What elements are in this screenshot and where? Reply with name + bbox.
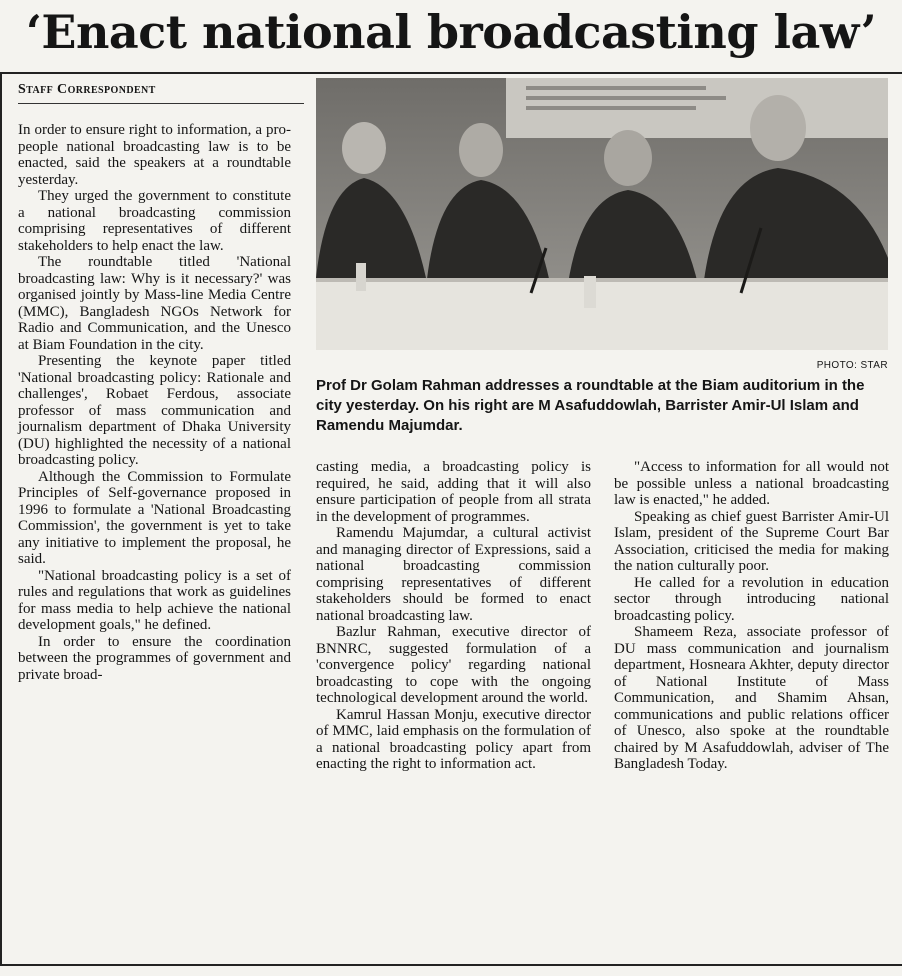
byline: Staff Correspondent xyxy=(18,82,156,97)
paragraph: They urged the government to constitute a national broadcasting commission comprising representatives of different stakeholders to help enact the law. xyxy=(18,188,291,254)
paragraph: "National broadcasting policy is a set of rules and regulations that work as guidelines for mass media to help achieve the national development goals," he defined. xyxy=(18,567,291,633)
paragraph: Speaking as chief guest Barrister Amir-Ul Islam, president of the Supreme Court Bar Association, criticised the media for making the nation culturally poor. xyxy=(614,508,889,574)
roundtable-photo-illustration xyxy=(316,78,888,350)
article-column-1 xyxy=(18,122,291,683)
paragraph: Ramendu Majumdar, a cultural activist and managing director of Expressions, said a national broadcasting commission comprising representatives of different stakeholders should be formed to enact national broadcasting law. xyxy=(316,525,591,624)
paragraph: Although the Commission to Formulate Principles of Self-governance proposed in 1996 to formulate a 'National Broadcasting Commission', the government is yet to take any initiative to implement the proposal, he said. xyxy=(18,468,291,567)
paragraph: Bazlur Rahman, executive director of BNNRC, suggested formulation of a 'convergence policy' regarding national broadcasting to cope with the ongoing technological development around the world. xyxy=(316,624,591,706)
paragraph: In order to ensure the coordination between the programmes of government and private broad- xyxy=(18,633,291,683)
paragraph: casting media, a broadcasting policy is required, he said, adding that it will also ensure participation of people from all strata in the development of programmes. xyxy=(316,459,591,525)
paragraph: Kamrul Hassan Monju, executive director of MMC, laid emphasis on the formulation of a national broadcasting policy apart from enacting the right to information act. xyxy=(316,706,591,772)
paragraph: Shameem Reza, associate professor of DU mass communication and journalism department, Hosneara Akhter, deputy director of National Institute of Mass Communication, and Shamim Ahsan, communications and public relations officer of Unesco, also spoke at the roundtable chaired by M Asafuddowlah, adviser of The Bangladesh Today. xyxy=(614,624,889,772)
paragraph: "Access to information for all would not be possible unless a national broadcasting law is enacted," he added. xyxy=(614,459,889,508)
photo-credit: PHOTO: STAR xyxy=(816,360,888,371)
photo-caption: Prof Dr Golam Rahman addresses a roundtable at the Biam auditorium in the city yesterday. On his right are M Asafuddowlah, Barrister Amir-Ul Islam and Ramendu Majumdar. xyxy=(316,377,865,434)
paragraph: In order to ensure right to information, a pro-people national broadcasting law is to be enacted, said the speakers at a roundtable yesterday. xyxy=(18,122,291,188)
paragraph: He called for a revolution in education sector through introducing national broadcasting policy. xyxy=(614,574,889,624)
left-border-rule xyxy=(0,72,2,964)
bottom-rule xyxy=(0,964,902,966)
paragraph: The roundtable titled 'National broadcasting law: Why is it necessary?' was organised jointly by Mass-line Media Centre (MMC), Bangladesh NGOs Network for Radio and Communication, and the Unesco at Biam Foundation in the city. xyxy=(18,254,291,353)
news-photo xyxy=(316,78,888,350)
byline-rule xyxy=(18,103,304,104)
article-column-2 xyxy=(316,459,591,773)
article-column-3 xyxy=(614,459,889,773)
top-rule xyxy=(0,72,902,74)
paragraph: Presenting the keynote paper titled 'National broadcasting policy: Rationale and challenges', Robaet Ferdous, associate professor of mass communication and journalism department of Dhaka University (DU) highlighted the necessity of a national broadcasting policy. xyxy=(18,353,291,468)
headline: ‘Enact national broadcasting law’ xyxy=(25,5,877,59)
